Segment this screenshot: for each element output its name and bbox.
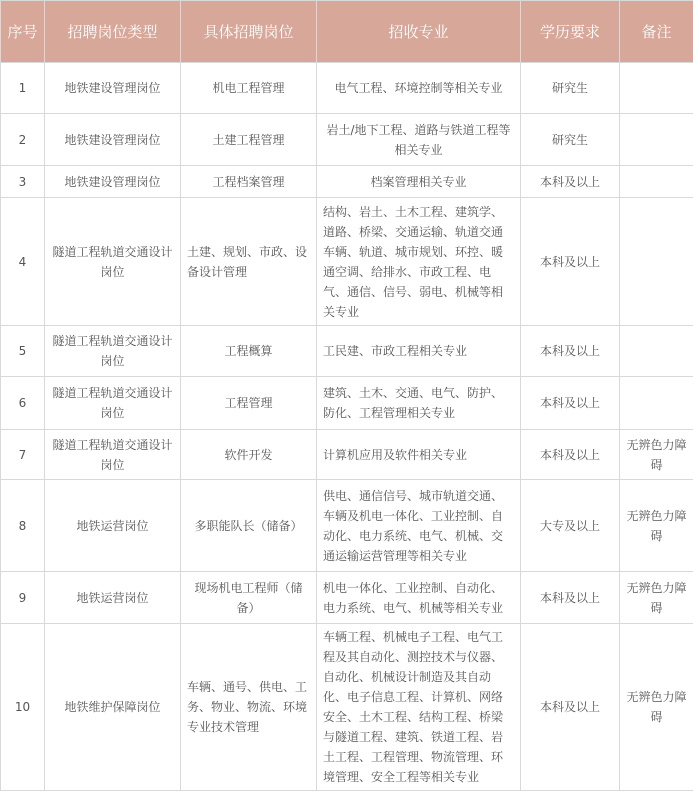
cell-seq: 5: [1, 326, 45, 377]
table-row: [1, 114, 693, 166]
cell-seq: 4: [1, 198, 45, 326]
cell-position: 土建、规划、市政、设备设计管理: [181, 198, 317, 326]
cell-remark: 无辨色力障碍: [620, 480, 693, 572]
cell-major: 结构、岩土、土木工程、建筑学、道路、桥梁、交通运输、轨道交通车辆、轨道、城市规划、环控、暖通空调、给排水、市政工程、电气、通信、信号、弱电、机械等相关专业: [317, 198, 521, 326]
cell-remark: [620, 114, 693, 166]
cell-seq: 3: [1, 166, 45, 198]
cell-major: 电气工程、环境控制等相关专业: [317, 63, 521, 114]
header-education: 学历要求: [521, 1, 620, 63]
table-row: [1, 198, 693, 326]
table-row: [1, 624, 693, 791]
cell-position: 软件开发: [181, 430, 317, 480]
cell-type: 隧道工程轨道交通设计岗位: [45, 326, 181, 377]
cell-type: 地铁建设管理岗位: [45, 166, 181, 198]
header-major: 招收专业: [317, 1, 521, 63]
table-row: [1, 166, 693, 198]
cell-remark: 无辨色力障碍: [620, 624, 693, 791]
header-remark: 备注: [620, 1, 693, 63]
cell-education: 本科及以上: [521, 166, 620, 198]
table-row: [1, 326, 693, 377]
cell-education: 本科及以上: [521, 624, 620, 791]
cell-type: 地铁建设管理岗位: [45, 114, 181, 166]
cell-major: 车辆工程、机械电子工程、电气工程及其自动化、测控技术与仪器、自动化、机械设计制造及其自动化、电子信息工程、计算机、网络安全、土木工程、结构工程、桥梁与隧道工程、建筑、铁道工程、岩土工程、工程管理、物流管理、环境管理、安全工程等相关专业: [317, 624, 521, 791]
cell-position: 工程档案管理: [181, 166, 317, 198]
cell-type: 地铁运营岗位: [45, 572, 181, 624]
cell-seq: 2: [1, 114, 45, 166]
cell-type: 地铁建设管理岗位: [45, 63, 181, 114]
cell-major: 工民建、市政工程相关专业: [317, 326, 521, 377]
cell-education: 本科及以上: [521, 430, 620, 480]
cell-seq: 1: [1, 63, 45, 114]
header-row: [1, 1, 693, 63]
cell-education: 本科及以上: [521, 572, 620, 624]
cell-major: 计算机应用及软件相关专业: [317, 430, 521, 480]
cell-education: 研究生: [521, 114, 620, 166]
table-row: [1, 572, 693, 624]
cell-major: 机电一体化、工业控制、自动化、电力系统、电气、机械等相关专业: [317, 572, 521, 624]
header-type: 招聘岗位类型: [45, 1, 181, 63]
cell-seq: 9: [1, 572, 45, 624]
cell-position: 土建工程管理: [181, 114, 317, 166]
cell-position: 现场机电工程师（储备）: [181, 572, 317, 624]
cell-remark: [620, 377, 693, 430]
cell-major: 建筑、土木、交通、电气、防护、防化、工程管理相关专业: [317, 377, 521, 430]
cell-remark: [620, 166, 693, 198]
cell-position: 工程概算: [181, 326, 317, 377]
cell-education: 本科及以上: [521, 326, 620, 377]
cell-position: 多职能队长（储备）: [181, 480, 317, 572]
cell-seq: 6: [1, 377, 45, 430]
cell-major: 岩土/地下工程、道路与铁道工程等相关专业: [317, 114, 521, 166]
cell-seq: 7: [1, 430, 45, 480]
cell-type: 地铁维护保障岗位: [45, 624, 181, 791]
cell-remark: [620, 198, 693, 326]
cell-remark: [620, 63, 693, 114]
cell-type: 隧道工程轨道交通设计岗位: [45, 377, 181, 430]
cell-position: 车辆、通号、供电、工务、物业、物流、环境专业技术管理: [181, 624, 317, 791]
cell-education: 大专及以上: [521, 480, 620, 572]
cell-seq: 8: [1, 480, 45, 572]
cell-position: 机电工程管理: [181, 63, 317, 114]
cell-remark: [620, 326, 693, 377]
table-row: [1, 480, 693, 572]
cell-major: 供电、通信信号、城市轨道交通、车辆及机电一体化、工业控制、自动化、电力系统、电气、机械、交通运输运营管理等相关专业: [317, 480, 521, 572]
table-row: [1, 430, 693, 480]
cell-position: 工程管理: [181, 377, 317, 430]
table-row: [1, 63, 693, 114]
cell-type: 地铁运营岗位: [45, 480, 181, 572]
header-position: 具体招聘岗位: [181, 1, 317, 63]
cell-remark: 无辨色力障碍: [620, 430, 693, 480]
cell-education: 研究生: [521, 63, 620, 114]
header-seq: 序号: [1, 1, 45, 63]
cell-education: 本科及以上: [521, 198, 620, 326]
cell-seq: 10: [1, 624, 45, 791]
cell-education: 本科及以上: [521, 377, 620, 430]
cell-major: 档案管理相关专业: [317, 166, 521, 198]
cell-type: 隧道工程轨道交通设计岗位: [45, 198, 181, 326]
table-row: [1, 377, 693, 430]
cell-remark: 无辨色力障碍: [620, 572, 693, 624]
cell-type: 隧道工程轨道交通设计岗位: [45, 430, 181, 480]
